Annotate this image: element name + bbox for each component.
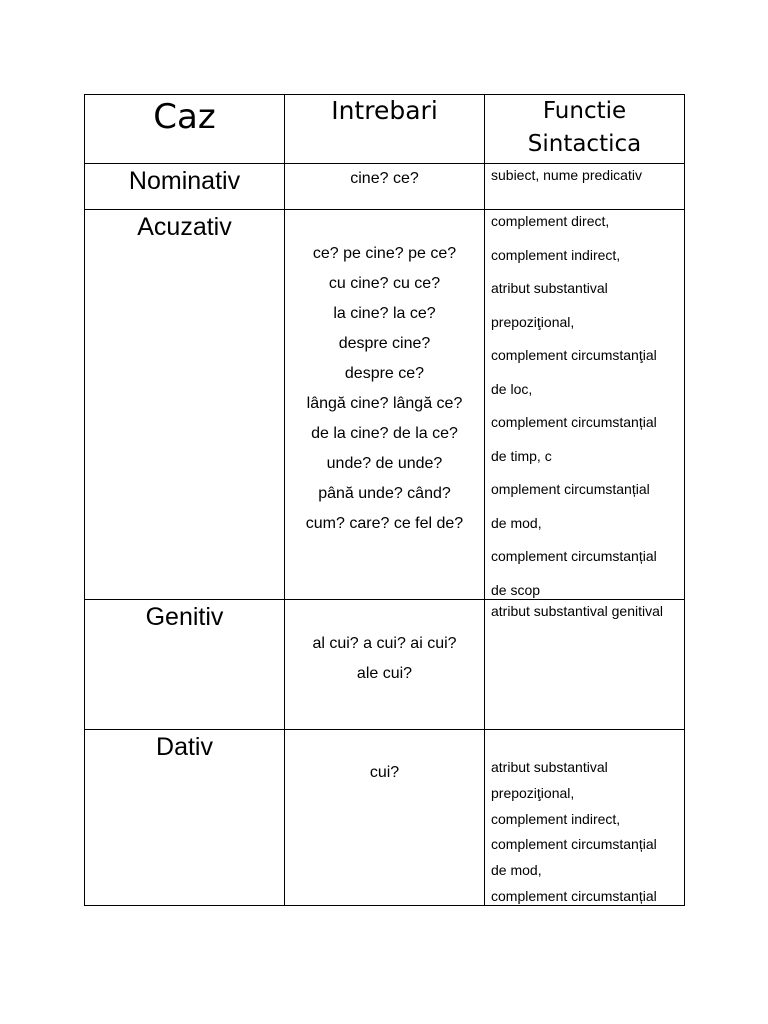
question-line: ce? pe cine? pe ce? [312, 245, 457, 262]
questions-genitiv [285, 600, 485, 730]
function-line: de scop [491, 581, 541, 598]
questions-nominativ [285, 164, 485, 210]
case-name-text: Dativ [156, 733, 213, 761]
questions-acuzativ [285, 210, 485, 600]
function-line: de timp, c [491, 447, 552, 464]
function-line: complement circumstanțial [491, 887, 657, 904]
question-line: al cui? a cui? ai cui? [312, 635, 457, 652]
function-line: complement direct, [491, 213, 610, 229]
function-line: de loc, [491, 380, 533, 397]
function-line: atribut substantival [491, 759, 608, 775]
question-line: cui? [369, 764, 400, 781]
question-line: de la cine? de la ce? [311, 425, 458, 442]
question-line: despre ce? [344, 365, 425, 382]
functions-nominativ [485, 164, 685, 210]
question-line: ale cui? [356, 665, 413, 682]
question-line: despre cine? [338, 335, 431, 352]
functions-acuzativ [485, 205, 685, 600]
function-line: complement circumstanțial [491, 548, 657, 564]
question-line: cum? care? ce fel de? [305, 515, 464, 532]
question-line: cine? ce? [350, 170, 419, 187]
function-line: complement circumstanțial [491, 414, 657, 430]
question-line: unde? de unde? [326, 455, 443, 472]
grammar-cases-table [84, 94, 685, 906]
header-caz-text: Caz [153, 97, 216, 137]
function-line: atribut substantival genitival [491, 603, 663, 619]
question-line: cu cine? cu ce? [328, 275, 441, 292]
functions-dativ [485, 730, 685, 906]
header-intrebari [285, 95, 485, 164]
function-line: prepoziţional, [491, 313, 575, 330]
questions-dativ [285, 730, 485, 906]
function-line: de mod, [491, 514, 542, 531]
case-name-text: Genitiv [145, 603, 224, 631]
function-line: complement indirect, [491, 246, 621, 263]
question-line: la cine? la ce? [333, 305, 436, 322]
question-line: lângă cine? lângă ce? [306, 395, 463, 412]
case-name-text: Acuzativ [137, 213, 232, 241]
header-functie-line: Sintactica [527, 131, 642, 157]
function-line: complement indirect, [491, 810, 621, 827]
function-line: complement circumstanţial [491, 347, 657, 363]
header-functie-line: Functie [542, 98, 627, 124]
header-intrebari-text: Intrebari [331, 96, 438, 125]
function-line: subiect, nume predicativ [491, 167, 642, 183]
function-line: prepoziţional, [491, 784, 575, 801]
header-caz [85, 95, 285, 164]
case-name-acuzativ [85, 210, 285, 600]
function-line: atribut substantival [491, 280, 608, 296]
case-name-text: Nominativ [128, 167, 241, 195]
case-name-dativ [85, 730, 285, 906]
case-name-genitiv [85, 600, 285, 730]
function-line: de mod, [491, 862, 542, 879]
functions-genitiv [485, 600, 685, 730]
function-line: omplement circumstanțial [491, 481, 650, 497]
function-line: complement circumstanțial [491, 836, 657, 853]
question-line: până unde? când? [318, 485, 451, 502]
case-name-nominativ [85, 164, 285, 210]
header-functie-sintactica [485, 95, 685, 164]
